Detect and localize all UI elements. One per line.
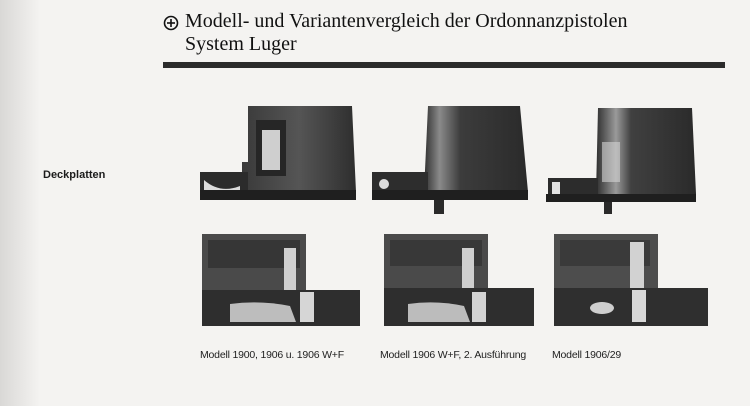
title-rule [163, 62, 725, 68]
photo-variant-3-exterior [546, 102, 706, 218]
caption-variant-2: Modell 1906 W+F, 2. Ausführung [380, 349, 527, 361]
page-title-line-2: System Luger [185, 33, 297, 55]
title-row [163, 10, 733, 56]
photo-variant-1-interior [200, 230, 362, 332]
page-title-line-1: Modell- und Variantenvergleich der Ordonnanzpistolen [185, 10, 628, 32]
page-header [163, 10, 733, 56]
photo-variant-1-exterior [200, 102, 360, 214]
page-gutter-shade [0, 0, 40, 406]
caption-variant-3: Modell 1906/29 [552, 349, 622, 361]
photo-variant-2-exterior [372, 102, 532, 224]
photo-variant-3-interior [552, 230, 710, 330]
page-title [185, 10, 627, 56]
caption-variant-1: Modell 1900, 1906 u. 1906 W+F [200, 349, 344, 361]
photo-variant-2-interior [380, 230, 538, 332]
circle-plus-icon [163, 15, 179, 31]
section-label: Deckplatten [43, 169, 106, 181]
